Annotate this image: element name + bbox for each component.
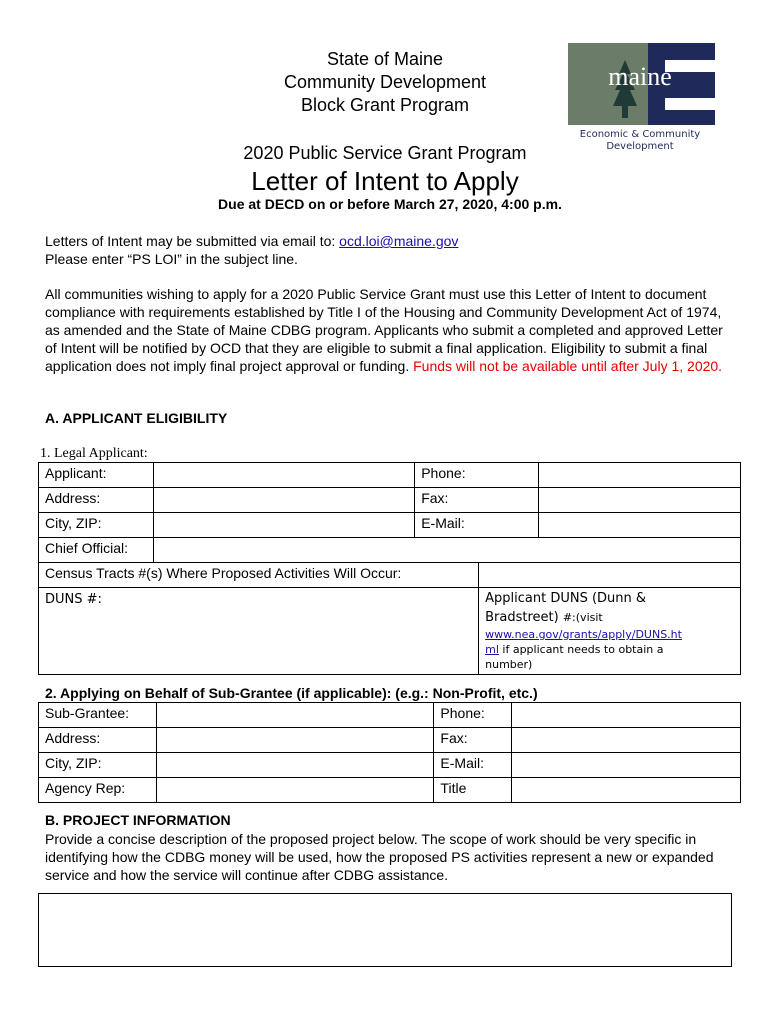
duns-note-last: number) [485, 658, 533, 671]
email-instruction: Letters of Intent may be submitted via email to: ocd.loi@maine.gov [45, 233, 459, 249]
sg-phone-input[interactable] [512, 703, 741, 728]
email-link[interactable]: ocd.loi@maine.gov [339, 233, 459, 249]
census-tracts-label: Census Tracts #(s) Where Proposed Activities Will Occur: [39, 563, 479, 588]
maine-decd-logo [565, 40, 715, 155]
duns-note-cell: Applicant DUNS (Dunn & Bradstreet) #:(visit www.nea.gov/grants/apply/DUNS.ht ml if applicant needs to obtain a number) [479, 588, 741, 675]
logo-line-1: Economic & Community [579, 129, 701, 140]
legal-applicant-label: 1. Legal Applicant: [40, 446, 148, 461]
sub-grantee-table [38, 702, 741, 803]
fax-input[interactable] [539, 488, 741, 513]
logo-word: maine [608, 62, 672, 91]
duns-input[interactable] [39, 588, 479, 675]
address-label: Address: [39, 488, 154, 513]
sg-address-input[interactable] [156, 728, 434, 753]
section-b-heading: B. PROJECT INFORMATION [45, 812, 231, 828]
agency-rep-input[interactable] [156, 778, 434, 803]
sg-fax-label: Fax: [434, 728, 512, 753]
email-input[interactable] [539, 513, 741, 538]
census-tracts-input[interactable] [479, 563, 741, 588]
due-date: Due at DECD on or before March 27, 2020, 4:00 p.m. [218, 196, 562, 212]
intro-paragraph: All communities wishing to apply for a 2020 Public Service Grant must use this Letter of Intent to document compliance with requirements established by Title I of the Housing and Community Development Act of 1974, as amended and the State of Maine CDBG program. Applicants who submit a completed and approved Letter of Intent will be notified by OCD that they are eligible to submit a final application. Eligibility to submit a final application does not imply final project approval or funding. Funds will not be available until after July 1, 2020. [45, 286, 723, 374]
logo-line-2: Development [606, 141, 674, 152]
subject-instruction: Please enter “PS LOI” in the subject line. [45, 251, 298, 267]
duns-link[interactable]: www.nea.gov/grants/apply/DUNS.ht [485, 628, 682, 641]
funds-notice: Funds will not be available until after July 1, 2020. [413, 358, 723, 374]
sg-city-zip-label: City, ZIP: [39, 753, 157, 778]
duns-label: DUNS #: [45, 592, 102, 607]
city-zip-label: City, ZIP: [39, 513, 154, 538]
chief-official-input[interactable] [153, 538, 740, 563]
header-line-community: Community Development [283, 72, 487, 92]
chief-official-label: Chief Official: [39, 538, 154, 563]
phone-input[interactable] [539, 463, 741, 488]
fax-label: Fax: [415, 488, 539, 513]
sub-grantee-heading: 2. Applying on Behalf of Sub-Grantee (if applicable): (e.g.: Non-Profit, etc.) [45, 685, 538, 701]
city-zip-input[interactable] [153, 513, 414, 538]
phone-label: Phone: [415, 463, 539, 488]
duns-note-line-1: Applicant DUNS (Dunn & [485, 591, 647, 606]
header-line-block-grant: Block Grant Program [300, 95, 470, 115]
program-subtitle: 2020 Public Service Grant Program [243, 143, 527, 163]
sg-city-zip-input[interactable] [156, 753, 434, 778]
sg-email-label: E-Mail: [434, 753, 512, 778]
submission-instructions [45, 232, 725, 268]
subgrantee-input[interactable] [156, 703, 434, 728]
project-instructions: Provide a concise description of the proposed project below. The scope of work should be very specific in identifying how the CDBG money will be used, how the proposed PS activities represent a new or expanded service and how the service will continue after CDBG assistance. [45, 831, 714, 883]
applicant-table [38, 462, 741, 675]
applicant-label: Applicant: [39, 463, 154, 488]
sg-title-input[interactable] [512, 778, 741, 803]
email-label: E-Mail: [415, 513, 539, 538]
sg-title-label: Title [434, 778, 512, 803]
page-title: Letter of Intent to Apply [251, 166, 519, 196]
sg-address-label: Address: [39, 728, 157, 753]
applicant-input[interactable] [153, 463, 414, 488]
duns-link-end[interactable]: ml [485, 643, 499, 656]
sg-phone-label: Phone: [434, 703, 512, 728]
address-input[interactable] [153, 488, 414, 513]
sg-fax-input[interactable] [512, 728, 741, 753]
header-line-state: State of Maine [326, 49, 444, 69]
section-a-heading: A. APPLICANT ELIGIBILITY [45, 410, 228, 426]
project-description-input[interactable] [38, 893, 732, 967]
maine-logo-icon [565, 40, 715, 155]
program-header [200, 48, 570, 117]
subgrantee-label: Sub-Grantee: [39, 703, 157, 728]
sg-email-input[interactable] [512, 753, 741, 778]
agency-rep-label: Agency Rep: [39, 778, 157, 803]
